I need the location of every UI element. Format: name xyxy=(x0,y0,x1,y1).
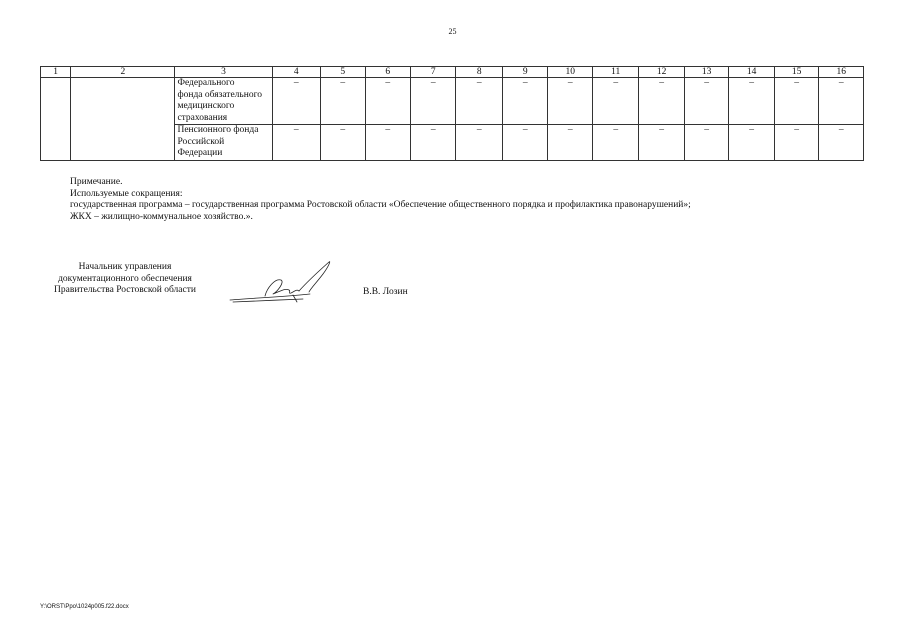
table-cell: – xyxy=(456,78,503,125)
table-cell: – xyxy=(639,78,684,125)
table-row xyxy=(41,78,864,125)
column-header: 15 xyxy=(774,67,818,78)
notes-line: государственная программа – государственная программа Ростовской области «Обеспечение общественного порядка и профилактика правонарушений»; xyxy=(70,200,691,210)
header-row xyxy=(41,67,864,78)
table-cell: – xyxy=(729,125,774,161)
column-header: 12 xyxy=(639,67,684,78)
row-label: Пенсионного фонда Российской Федерации xyxy=(175,125,272,161)
table-cell: – xyxy=(365,78,410,125)
data-table xyxy=(40,66,864,161)
column-header: 16 xyxy=(819,67,864,78)
table-cell: – xyxy=(684,78,728,125)
column-header: 11 xyxy=(592,67,639,78)
table-cell: – xyxy=(321,78,365,125)
table-cell: – xyxy=(410,78,455,125)
table-cell: – xyxy=(502,125,547,161)
notes-title: Примечание. xyxy=(70,177,123,187)
column-header: 13 xyxy=(684,67,728,78)
row-label: Федерального фонда обязательного медицинского страхования xyxy=(175,78,272,125)
notes-subtitle: Используемые сокращения: xyxy=(70,188,183,199)
column-header: 6 xyxy=(365,67,410,78)
table-cell: – xyxy=(272,78,321,125)
position-line: Начальник управления xyxy=(78,262,172,272)
page-number: 25 xyxy=(448,27,457,36)
table-cell: – xyxy=(410,125,455,161)
table-cell: – xyxy=(365,125,410,161)
position-line: Правительства Ростовской области xyxy=(54,285,196,295)
table-cell: – xyxy=(774,125,818,161)
table-cell: – xyxy=(592,125,639,161)
table-cell: – xyxy=(639,125,684,161)
notes-line: ЖКХ – жилищно-коммунальное хозяйство.». xyxy=(70,211,253,222)
handwritten-signature xyxy=(225,258,340,308)
column-header: 7 xyxy=(410,67,455,78)
table-cell xyxy=(41,78,71,161)
table-cell: – xyxy=(592,78,639,125)
column-header: 1 xyxy=(41,67,71,78)
table-cell: – xyxy=(548,125,592,161)
table-cell: – xyxy=(321,125,365,161)
file-path: Y:\ORST\Ppo\1024p005.f22.docx xyxy=(40,604,129,610)
column-header: 14 xyxy=(729,67,774,78)
table-cell: – xyxy=(548,78,592,125)
table-cell: – xyxy=(774,78,818,125)
column-header: 9 xyxy=(502,67,547,78)
notes-section xyxy=(70,177,691,223)
column-header: 4 xyxy=(272,67,321,78)
table-cell: – xyxy=(456,125,503,161)
signer-name: В.В. Лозин xyxy=(363,287,408,297)
column-header: 8 xyxy=(456,67,503,78)
table-cell: – xyxy=(729,78,774,125)
position-line: документационного обеспечения xyxy=(58,273,192,284)
column-header: 5 xyxy=(321,67,365,78)
column-header: 10 xyxy=(548,67,592,78)
table-cell xyxy=(71,78,175,161)
table-cell: – xyxy=(502,78,547,125)
table-cell: – xyxy=(272,125,321,161)
signer-position xyxy=(40,262,210,297)
column-header: 2 xyxy=(71,67,175,78)
table-cell: – xyxy=(819,78,864,125)
column-header: 3 xyxy=(175,67,272,78)
table-cell: – xyxy=(684,125,728,161)
table-cell: – xyxy=(819,125,864,161)
